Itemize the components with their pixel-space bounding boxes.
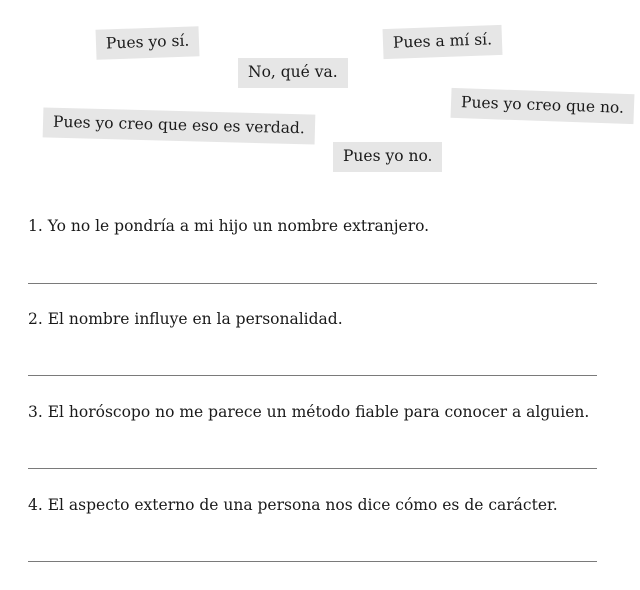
reaction-card-pues-yo-no: Pues yo no. bbox=[333, 142, 442, 172]
reaction-card-pues-yo-si: Pues yo sí. bbox=[96, 26, 200, 59]
reaction-card-no-que-va: No, qué va. bbox=[238, 58, 348, 88]
reaction-card-pues-a-mi-si: Pues a mí sí. bbox=[383, 25, 503, 59]
statement-3: 3. El horóscopo no me parece un método fiable para conocer a alguien. bbox=[28, 403, 590, 421]
answer-line-2[interactable] bbox=[28, 375, 597, 376]
reaction-card-pues-yo-creo-que-eso-es-verdad: Pues yo creo que eso es verdad. bbox=[43, 107, 315, 144]
statement-1: 1. Yo no le pondría a mi hijo un nombre extranjero. bbox=[28, 217, 430, 235]
answer-line-1[interactable] bbox=[28, 283, 597, 284]
answer-line-3[interactable] bbox=[28, 468, 597, 469]
statement-4: 4. El aspecto externo de una persona nos dice cómo es de carácter. bbox=[28, 496, 558, 514]
answer-line-4[interactable] bbox=[28, 561, 597, 562]
statement-2: 2. El nombre influye en la personalidad. bbox=[28, 310, 343, 328]
reaction-card-pues-yo-creo-que-no: Pues yo creo que no. bbox=[451, 88, 635, 124]
